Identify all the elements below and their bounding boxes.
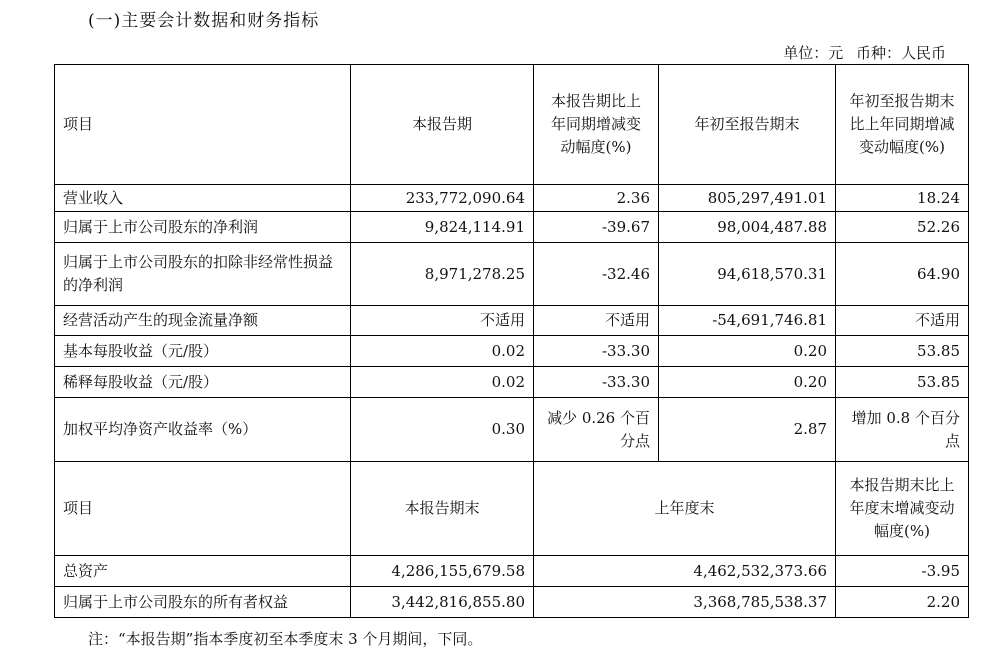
header-item: 项目: [55, 462, 351, 556]
row-change: -3.95: [836, 556, 969, 587]
table-row: [55, 336, 969, 367]
row-ytd: 98,004,487.88: [659, 212, 836, 243]
section-title: (一)主要会计数据和财务指标: [88, 11, 320, 31]
row-current: 不适用: [351, 306, 534, 336]
row-item: 归属于上市公司股东的所有者权益: [55, 587, 351, 618]
row-ytd-change: 18.24: [836, 185, 969, 212]
row-ytd: 0.20: [659, 336, 836, 367]
row-current-change: -32.46: [534, 243, 659, 306]
row-ytd: 94,618,570.31: [659, 243, 836, 306]
row-ytd-change: 53.85: [836, 336, 969, 367]
row-ytd: 805,297,491.01: [659, 185, 836, 212]
header-current-period: 本报告期: [351, 65, 534, 185]
row-prior-year-end: 4,462,532,373.66: [534, 556, 836, 587]
row-change: 2.20: [836, 587, 969, 618]
row-ytd-change: 64.90: [836, 243, 969, 306]
row-ytd: 0.20: [659, 367, 836, 398]
currency-label: 币种：人民币: [855, 44, 946, 62]
header-change: 本报告期末比上年度末增减变动幅度(%): [836, 462, 969, 556]
header-current-change: 本报告期比上年同期增减变动幅度(%): [534, 65, 659, 185]
row-item: 基本每股收益（元/股）: [55, 336, 351, 367]
table-row: [55, 185, 969, 212]
row-current-change: 2.36: [534, 185, 659, 212]
row-current: 9,824,114.91: [351, 212, 534, 243]
row-item: 经营活动产生的现金流量净额: [55, 306, 351, 336]
financial-data-table: [54, 64, 969, 618]
row-ytd: 2.87: [659, 398, 836, 462]
row-current: 233,772,090.64: [351, 185, 534, 212]
row-ytd-change: 52.26: [836, 212, 969, 243]
table-row: [55, 243, 969, 306]
row-ytd: -54,691,746.81: [659, 306, 836, 336]
row-item: 加权平均净资产收益率（%）: [55, 398, 351, 462]
table1-header-row: [55, 65, 969, 185]
row-item: 稀释每股收益（元/股）: [55, 367, 351, 398]
row-item: 归属于上市公司股东的净利润: [55, 212, 351, 243]
table-row: [55, 587, 969, 618]
table-row: [55, 398, 969, 462]
table-row: [55, 367, 969, 398]
header-period-end: 本报告期末: [351, 462, 534, 556]
row-current-change: -39.67: [534, 212, 659, 243]
row-prior-year-end: 3,368,785,538.37: [534, 587, 836, 618]
row-period-end: 3,442,816,855.80: [351, 587, 534, 618]
row-current-change: 减少 0.26 个百分点: [534, 398, 659, 462]
row-current-change: 不适用: [534, 306, 659, 336]
row-current-change: -33.30: [534, 336, 659, 367]
header-item: 项目: [55, 65, 351, 185]
header-ytd: 年初至报告期末: [659, 65, 836, 185]
row-current: 0.30: [351, 398, 534, 462]
row-current-change: -33.30: [534, 367, 659, 398]
row-ytd-change: 53.85: [836, 367, 969, 398]
unit-label: 单位：元: [783, 44, 844, 62]
table-row: [55, 556, 969, 587]
row-current: 0.02: [351, 336, 534, 367]
header-prior-year-end: 上年度末: [534, 462, 836, 556]
row-ytd-change: 增加 0.8 个百分点: [836, 398, 969, 462]
row-item: 总资产: [55, 556, 351, 587]
header-ytd-change: 年初至报告期末比上年同期增减变动幅度(%): [836, 65, 969, 185]
row-item: 营业收入: [55, 185, 351, 212]
row-ytd-change: 不适用: [836, 306, 969, 336]
row-current: 0.02: [351, 367, 534, 398]
row-item: 归属于上市公司股东的扣除非经常性损益的净利润: [55, 243, 351, 306]
unit-line: [775, 42, 946, 63]
table-row: [55, 212, 969, 243]
row-period-end: 4,286,155,679.58: [351, 556, 534, 587]
table-row: [55, 306, 969, 336]
row-current: 8,971,278.25: [351, 243, 534, 306]
table2-header-row: [55, 462, 969, 556]
footnote: 注：“本报告期”指本季度初至本季度末 3 个月期间，下同。: [88, 630, 483, 648]
